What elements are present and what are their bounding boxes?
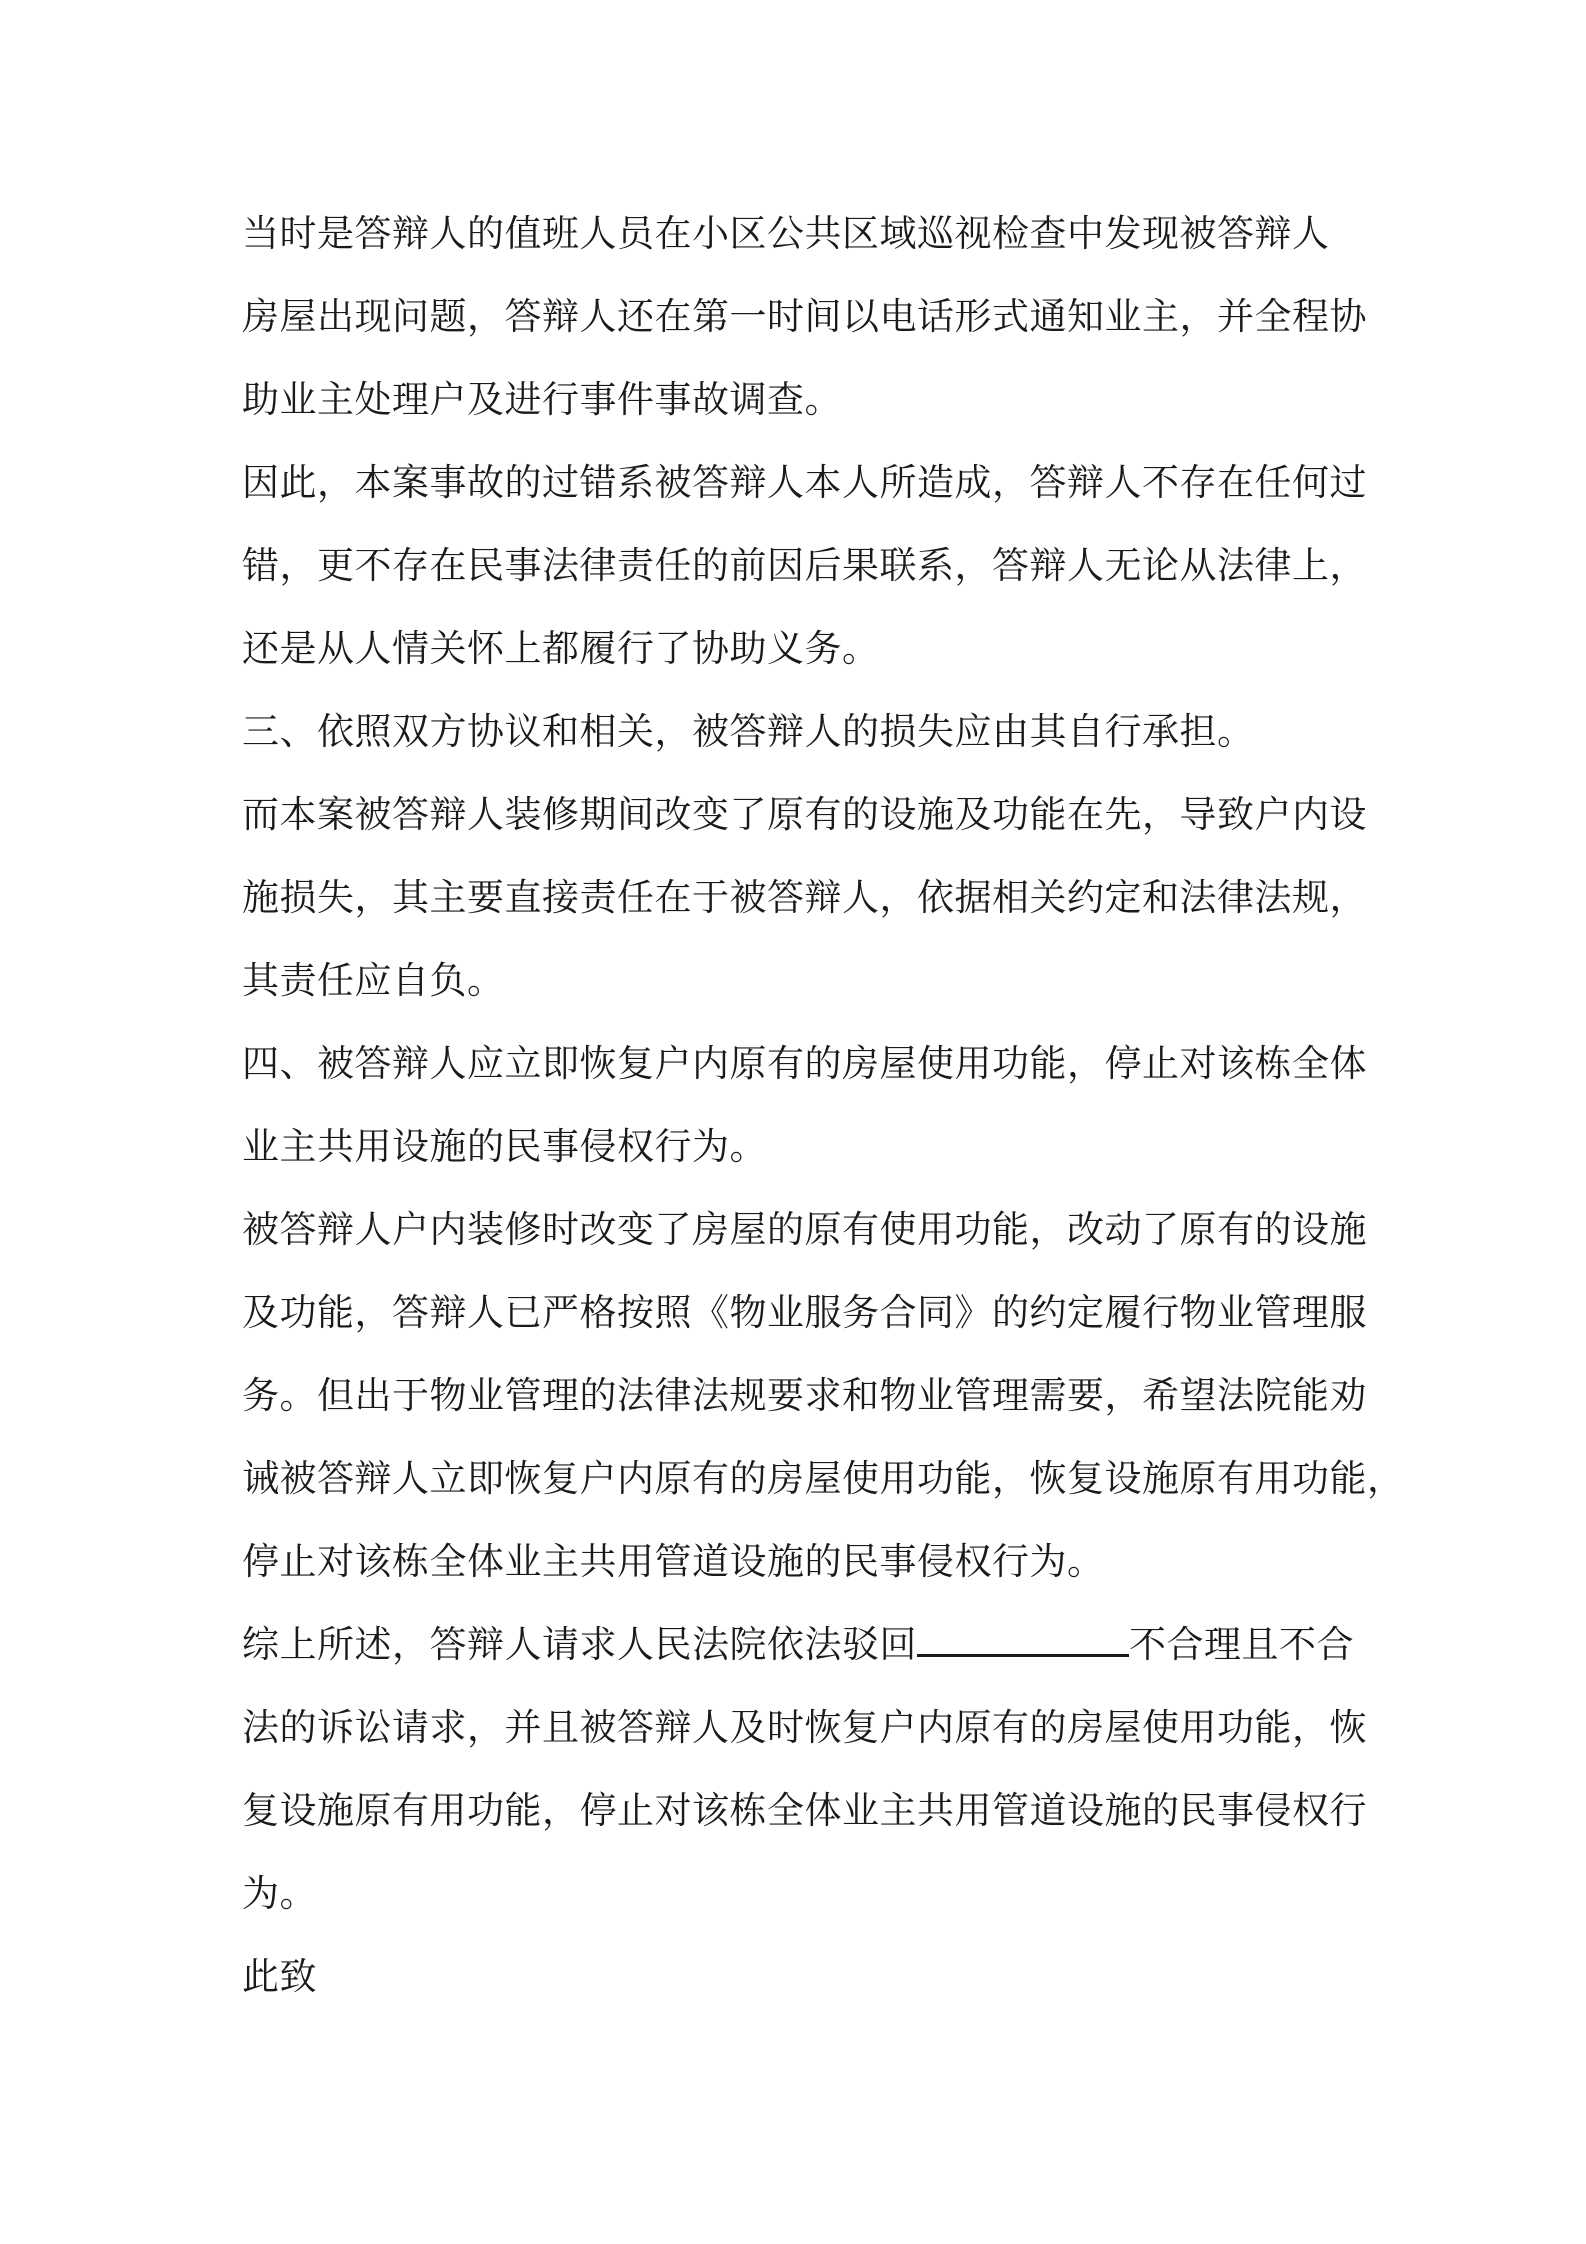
text-after-blank: 不合理且不合 [1129, 1623, 1354, 1666]
text-line: 业主共用设施的民事侵权行为。 [242, 1125, 767, 1168]
section-heading-three [242, 690, 1382, 773]
text-line: 为。 [242, 1872, 317, 1915]
paragraph-fault-analysis [242, 441, 1382, 690]
text-line: 助业主处理户及进行事件事故调查。 [242, 378, 842, 421]
paragraph-incident-discovery [242, 192, 1382, 441]
document-body [242, 192, 1405, 2018]
text-line: 其责任应自负。 [242, 959, 505, 1002]
conclusion-first-line [242, 1603, 1382, 1686]
text-line: 此致 [242, 1955, 317, 1998]
text-line: 被答辩人户内装修时改变了房屋的原有使用功能，改动了原有的设施 [242, 1208, 1367, 1251]
closing-salutation [242, 1935, 1382, 2018]
text-line: 诫被答辩人立即恢复户内原有的房屋使用功能，恢复设施原有用功能， [242, 1457, 1405, 1500]
text-line: 复设施原有用功能，停止对该栋全体业主共用管道设施的民事侵权行 [242, 1789, 1367, 1832]
text-line: 及功能，答辩人已严格按照《物业服务合同》的约定履行物业管理服 [242, 1291, 1367, 1334]
text-line: 因此，本案事故的过错系被答辩人本人所造成，答辩人不存在任何过 [242, 461, 1367, 504]
section-heading-four [242, 1022, 1382, 1188]
text-line: 法的诉讼请求，并且被答辩人及时恢复户内原有的房屋使用功能，恢 [242, 1706, 1367, 1749]
fill-in-blank [917, 1624, 1129, 1657]
text-line: 三、依照双方协议和相关，被答辩人的损失应由其自行承担。 [242, 710, 1255, 753]
text-line: 错，更不存在民事法律责任的前因后果联系，答辩人无论从法律上， [242, 544, 1367, 587]
paragraph-conclusion [242, 1603, 1382, 1935]
text-line: 四、被答辩人应立即恢复户内原有的房屋使用功能，停止对该栋全体 [242, 1042, 1367, 1085]
text-line: 还是从人情关怀上都履行了协助义务。 [242, 627, 880, 670]
text-line: 施损失，其主要直接责任在于被答辩人，依据相关约定和法律法规， [242, 876, 1367, 919]
text-before-blank: 综上所述，答辩人请求人民法院依法驳回 [242, 1623, 917, 1666]
text-line: 当时是答辩人的值班人员在小区公共区域巡视检查中发现被答辩人 [242, 212, 1330, 255]
paragraph-renovation-liability [242, 773, 1382, 1022]
text-line: 停止对该栋全体业主共用管道设施的民事侵权行为。 [242, 1540, 1105, 1583]
paragraph-restore-request [242, 1188, 1405, 1603]
text-line: 房屋出现问题，答辩人还在第一时间以电话形式通知业主，并全程协 [242, 295, 1367, 338]
text-line: 务。但出于物业管理的法律法规要求和物业管理需要，希望法院能劝 [242, 1374, 1367, 1417]
text-line: 而本案被答辩人装修期间改变了原有的设施及功能在先，导致户内设 [242, 793, 1367, 836]
